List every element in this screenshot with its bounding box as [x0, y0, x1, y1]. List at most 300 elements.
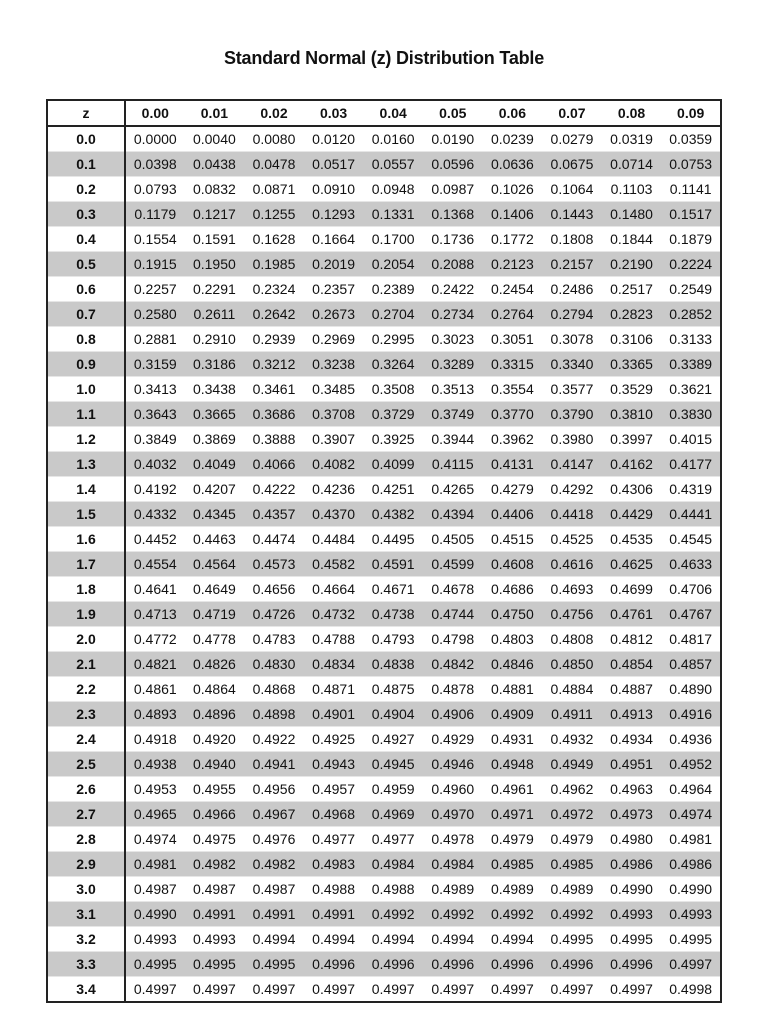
probability-cell: 0.4997 — [125, 977, 185, 1003]
column-header: 0.05 — [423, 100, 483, 126]
z-value-cell: 0.0 — [47, 126, 125, 152]
probability-cell: 0.3997 — [602, 427, 662, 452]
probability-cell: 0.4834 — [304, 652, 364, 677]
probability-cell: 0.2088 — [423, 252, 483, 277]
probability-cell: 0.4904 — [363, 702, 423, 727]
probability-cell: 0.4956 — [244, 777, 304, 802]
z-value-cell: 2.9 — [47, 852, 125, 877]
probability-cell: 0.4803 — [483, 627, 543, 652]
probability-cell: 0.2734 — [423, 302, 483, 327]
probability-cell: 0.4864 — [185, 677, 245, 702]
probability-cell: 0.3413 — [125, 377, 185, 402]
probability-cell: 0.4957 — [304, 777, 364, 802]
probability-cell: 0.2995 — [363, 327, 423, 352]
probability-cell: 0.4846 — [483, 652, 543, 677]
probability-cell: 0.0793 — [125, 177, 185, 202]
probability-cell: 0.4826 — [185, 652, 245, 677]
probability-cell: 0.2881 — [125, 327, 185, 352]
probability-cell: 0.4989 — [542, 877, 602, 902]
probability-cell: 0.4991 — [185, 902, 245, 927]
probability-cell: 0.3980 — [542, 427, 602, 452]
table-row — [47, 252, 721, 277]
probability-cell: 0.3051 — [483, 327, 543, 352]
probability-cell: 0.1664 — [304, 227, 364, 252]
probability-cell: 0.4994 — [363, 927, 423, 952]
probability-cell: 0.4940 — [185, 752, 245, 777]
probability-cell: 0.3621 — [661, 377, 721, 402]
probability-cell: 0.4961 — [483, 777, 543, 802]
table-row — [47, 452, 721, 477]
probability-cell: 0.4974 — [661, 802, 721, 827]
probability-cell: 0.4868 — [244, 677, 304, 702]
probability-cell: 0.4871 — [304, 677, 364, 702]
probability-cell: 0.4963 — [602, 777, 662, 802]
z-value-cell: 2.6 — [47, 777, 125, 802]
z-value-cell: 1.0 — [47, 377, 125, 402]
column-header: 0.00 — [125, 100, 185, 126]
probability-cell: 0.4977 — [363, 827, 423, 852]
probability-cell: 0.4131 — [483, 452, 543, 477]
probability-cell: 0.3529 — [602, 377, 662, 402]
z-value-cell: 0.6 — [47, 277, 125, 302]
probability-cell: 0.4382 — [363, 502, 423, 527]
probability-cell: 0.4966 — [185, 802, 245, 827]
probability-cell: 0.3438 — [185, 377, 245, 402]
probability-cell: 0.3888 — [244, 427, 304, 452]
probability-cell: 0.4960 — [423, 777, 483, 802]
probability-cell: 0.4985 — [483, 852, 543, 877]
probability-cell: 0.2257 — [125, 277, 185, 302]
probability-cell: 0.3106 — [602, 327, 662, 352]
probability-cell: 0.4177 — [661, 452, 721, 477]
z-value-cell: 0.4 — [47, 227, 125, 252]
probability-cell: 0.1554 — [125, 227, 185, 252]
probability-cell: 0.2357 — [304, 277, 364, 302]
probability-cell: 0.2642 — [244, 302, 304, 327]
probability-cell: 0.3749 — [423, 402, 483, 427]
probability-cell: 0.3023 — [423, 327, 483, 352]
z-value-cell: 1.4 — [47, 477, 125, 502]
probability-cell: 0.3665 — [185, 402, 245, 427]
table-row — [47, 477, 721, 502]
probability-cell: 0.4994 — [483, 927, 543, 952]
probability-cell: 0.3159 — [125, 352, 185, 377]
probability-cell: 0.4591 — [363, 552, 423, 577]
probability-cell: 0.2157 — [542, 252, 602, 277]
probability-cell: 0.2673 — [304, 302, 364, 327]
probability-cell: 0.4515 — [483, 527, 543, 552]
probability-cell: 0.4932 — [542, 727, 602, 752]
probability-cell: 0.4032 — [125, 452, 185, 477]
probability-cell: 0.4265 — [423, 477, 483, 502]
probability-cell: 0.2580 — [125, 302, 185, 327]
probability-cell: 0.4984 — [363, 852, 423, 877]
column-header: 0.09 — [661, 100, 721, 126]
table-row — [47, 302, 721, 327]
probability-cell: 0.3365 — [602, 352, 662, 377]
probability-cell: 0.3238 — [304, 352, 364, 377]
probability-cell: 0.4896 — [185, 702, 245, 727]
probability-cell: 0.4783 — [244, 627, 304, 652]
table-row — [47, 577, 721, 602]
probability-cell: 0.4778 — [185, 627, 245, 652]
probability-cell: 0.4969 — [363, 802, 423, 827]
probability-cell: 0.4821 — [125, 652, 185, 677]
probability-cell: 0.4994 — [244, 927, 304, 952]
table-row — [47, 627, 721, 652]
probability-cell: 0.2704 — [363, 302, 423, 327]
probability-cell: 0.2517 — [602, 277, 662, 302]
column-header: 0.07 — [542, 100, 602, 126]
probability-cell: 0.4997 — [483, 977, 543, 1003]
probability-cell: 0.4974 — [125, 827, 185, 852]
table-row — [47, 527, 721, 552]
probability-cell: 0.4991 — [244, 902, 304, 927]
probability-cell: 0.0910 — [304, 177, 364, 202]
probability-cell: 0.4830 — [244, 652, 304, 677]
probability-cell: 0.4082 — [304, 452, 364, 477]
probability-cell: 0.4955 — [185, 777, 245, 802]
z-value-cell: 1.7 — [47, 552, 125, 577]
probability-cell: 0.4854 — [602, 652, 662, 677]
z-value-cell: 1.6 — [47, 527, 125, 552]
z-value-cell: 3.3 — [47, 952, 125, 977]
probability-cell: 0.2422 — [423, 277, 483, 302]
z-value-cell: 1.8 — [47, 577, 125, 602]
table-row — [47, 827, 721, 852]
probability-cell: 0.4370 — [304, 502, 364, 527]
probability-cell: 0.0080 — [244, 126, 304, 152]
probability-cell: 0.3869 — [185, 427, 245, 452]
probability-cell: 0.4474 — [244, 527, 304, 552]
probability-cell: 0.4732 — [304, 602, 364, 627]
table-row — [47, 352, 721, 377]
probability-cell: 0.4525 — [542, 527, 602, 552]
probability-cell: 0.4793 — [363, 627, 423, 652]
probability-cell: 0.1406 — [483, 202, 543, 227]
probability-cell: 0.4997 — [661, 952, 721, 977]
probability-cell: 0.1179 — [125, 202, 185, 227]
probability-cell: 0.4997 — [602, 977, 662, 1003]
header-row — [47, 100, 721, 126]
probability-cell: 0.4995 — [125, 952, 185, 977]
probability-cell: 0.4842 — [423, 652, 483, 677]
table-row — [47, 402, 721, 427]
probability-cell: 0.3729 — [363, 402, 423, 427]
probability-cell: 0.1217 — [185, 202, 245, 227]
probability-cell: 0.0832 — [185, 177, 245, 202]
probability-cell: 0.1950 — [185, 252, 245, 277]
probability-cell: 0.3770 — [483, 402, 543, 427]
table-row — [47, 177, 721, 202]
probability-cell: 0.3340 — [542, 352, 602, 377]
probability-cell: 0.1368 — [423, 202, 483, 227]
z-value-cell: 1.2 — [47, 427, 125, 452]
z-value-cell: 2.8 — [47, 827, 125, 852]
probability-cell: 0.4986 — [661, 852, 721, 877]
probability-cell: 0.4959 — [363, 777, 423, 802]
probability-cell: 0.2764 — [483, 302, 543, 327]
probability-cell: 0.4965 — [125, 802, 185, 827]
probability-cell: 0.4115 — [423, 452, 483, 477]
probability-cell: 0.4997 — [363, 977, 423, 1003]
probability-cell: 0.2910 — [185, 327, 245, 352]
z-value-cell: 1.5 — [47, 502, 125, 527]
probability-cell: 0.4788 — [304, 627, 364, 652]
probability-cell: 0.4909 — [483, 702, 543, 727]
probability-cell: 0.0190 — [423, 126, 483, 152]
probability-cell: 0.4952 — [661, 752, 721, 777]
probability-cell: 0.4686 — [483, 577, 543, 602]
z-value-cell: 0.1 — [47, 152, 125, 177]
column-header: 0.01 — [185, 100, 245, 126]
probability-cell: 0.4649 — [185, 577, 245, 602]
probability-cell: 0.1293 — [304, 202, 364, 227]
z-value-cell: 1.3 — [47, 452, 125, 477]
probability-cell: 0.3686 — [244, 402, 304, 427]
probability-cell: 0.0319 — [602, 126, 662, 152]
table-row — [47, 427, 721, 452]
probability-cell: 0.4941 — [244, 752, 304, 777]
probability-cell: 0.3830 — [661, 402, 721, 427]
probability-cell: 0.4993 — [185, 927, 245, 952]
probability-cell: 0.2291 — [185, 277, 245, 302]
z-value-cell: 0.9 — [47, 352, 125, 377]
probability-cell: 0.4995 — [602, 927, 662, 952]
probability-cell: 0.2486 — [542, 277, 602, 302]
probability-cell: 0.4406 — [483, 502, 543, 527]
probability-cell: 0.4978 — [423, 827, 483, 852]
probability-cell: 0.1736 — [423, 227, 483, 252]
probability-cell: 0.4798 — [423, 627, 483, 652]
probability-cell: 0.4920 — [185, 727, 245, 752]
column-header: 0.02 — [244, 100, 304, 126]
probability-cell: 0.3389 — [661, 352, 721, 377]
probability-cell: 0.3078 — [542, 327, 602, 352]
probability-cell: 0.4319 — [661, 477, 721, 502]
table-row — [47, 877, 721, 902]
table-row — [47, 727, 721, 752]
probability-cell: 0.0160 — [363, 126, 423, 152]
probability-cell: 0.4973 — [602, 802, 662, 827]
probability-cell: 0.4968 — [304, 802, 364, 827]
probability-cell: 0.1103 — [602, 177, 662, 202]
probability-cell: 0.4207 — [185, 477, 245, 502]
probability-cell: 0.4761 — [602, 602, 662, 627]
probability-cell: 0.4925 — [304, 727, 364, 752]
probability-cell: 0.4931 — [483, 727, 543, 752]
probability-cell: 0.0557 — [363, 152, 423, 177]
probability-cell: 0.2969 — [304, 327, 364, 352]
probability-cell: 0.1480 — [602, 202, 662, 227]
probability-cell: 0.4916 — [661, 702, 721, 727]
probability-cell: 0.4987 — [125, 877, 185, 902]
probability-cell: 0.1879 — [661, 227, 721, 252]
probability-cell: 0.0714 — [602, 152, 662, 177]
probability-cell: 0.4564 — [185, 552, 245, 577]
z-value-cell: 0.2 — [47, 177, 125, 202]
probability-cell: 0.4987 — [185, 877, 245, 902]
probability-cell: 0.4934 — [602, 727, 662, 752]
probability-cell: 0.4664 — [304, 577, 364, 602]
probability-cell: 0.4988 — [304, 877, 364, 902]
probability-cell: 0.2190 — [602, 252, 662, 277]
probability-cell: 0.4306 — [602, 477, 662, 502]
probability-cell: 0.4986 — [602, 852, 662, 877]
probability-cell: 0.4994 — [304, 927, 364, 952]
probability-cell: 0.4535 — [602, 527, 662, 552]
probability-cell: 0.4970 — [423, 802, 483, 827]
probability-cell: 0.2823 — [602, 302, 662, 327]
probability-cell: 0.4964 — [661, 777, 721, 802]
probability-cell: 0.4222 — [244, 477, 304, 502]
probability-cell: 0.0239 — [483, 126, 543, 152]
probability-cell: 0.4996 — [304, 952, 364, 977]
probability-cell: 0.3907 — [304, 427, 364, 452]
column-header-z: z — [47, 100, 125, 126]
probability-cell: 0.4744 — [423, 602, 483, 627]
probability-cell: 0.4505 — [423, 527, 483, 552]
probability-cell: 0.4922 — [244, 727, 304, 752]
probability-cell: 0.1915 — [125, 252, 185, 277]
probability-cell: 0.3962 — [483, 427, 543, 452]
probability-cell: 0.4972 — [542, 802, 602, 827]
probability-cell: 0.2324 — [244, 277, 304, 302]
probability-cell: 0.4625 — [602, 552, 662, 577]
probability-cell: 0.4726 — [244, 602, 304, 627]
probability-cell: 0.4251 — [363, 477, 423, 502]
probability-cell: 0.4812 — [602, 627, 662, 652]
probability-cell: 0.4838 — [363, 652, 423, 677]
probability-cell: 0.4817 — [661, 627, 721, 652]
probability-cell: 0.1772 — [483, 227, 543, 252]
probability-cell: 0.4980 — [602, 827, 662, 852]
probability-cell: 0.4993 — [602, 902, 662, 927]
probability-cell: 0.4996 — [423, 952, 483, 977]
table-row — [47, 227, 721, 252]
probability-cell: 0.4706 — [661, 577, 721, 602]
probability-cell: 0.4948 — [483, 752, 543, 777]
probability-cell: 0.4463 — [185, 527, 245, 552]
probability-cell: 0.3289 — [423, 352, 483, 377]
probability-cell: 0.4997 — [244, 977, 304, 1003]
probability-cell: 0.4719 — [185, 602, 245, 627]
probability-cell: 0.2794 — [542, 302, 602, 327]
probability-cell: 0.4979 — [483, 827, 543, 852]
probability-cell: 0.4236 — [304, 477, 364, 502]
z-value-cell: 2.1 — [47, 652, 125, 677]
probability-cell: 0.2611 — [185, 302, 245, 327]
probability-cell: 0.4992 — [363, 902, 423, 927]
probability-cell: 0.4656 — [244, 577, 304, 602]
probability-cell: 0.4608 — [483, 552, 543, 577]
probability-cell: 0.4927 — [363, 727, 423, 752]
probability-cell: 0.4992 — [423, 902, 483, 927]
probability-cell: 0.4984 — [423, 852, 483, 877]
probability-cell: 0.4993 — [661, 902, 721, 927]
probability-cell: 0.2852 — [661, 302, 721, 327]
column-header: 0.06 — [483, 100, 543, 126]
table-row — [47, 277, 721, 302]
probability-cell: 0.3790 — [542, 402, 602, 427]
probability-cell: 0.4573 — [244, 552, 304, 577]
probability-cell: 0.4998 — [661, 977, 721, 1003]
probability-cell: 0.1591 — [185, 227, 245, 252]
probability-cell: 0.4911 — [542, 702, 602, 727]
probability-cell: 0.1844 — [602, 227, 662, 252]
z-value-cell: 0.8 — [47, 327, 125, 352]
probability-cell: 0.4997 — [185, 977, 245, 1003]
probability-cell: 0.4996 — [483, 952, 543, 977]
probability-cell: 0.4066 — [244, 452, 304, 477]
table-row — [47, 977, 721, 1003]
z-value-cell: 0.3 — [47, 202, 125, 227]
probability-cell: 0.4953 — [125, 777, 185, 802]
probability-cell: 0.3944 — [423, 427, 483, 452]
probability-cell: 0.3508 — [363, 377, 423, 402]
probability-cell: 0.4988 — [363, 877, 423, 902]
z-value-cell: 0.5 — [47, 252, 125, 277]
probability-cell: 0.2454 — [483, 277, 543, 302]
probability-cell: 0.4582 — [304, 552, 364, 577]
column-header: 0.03 — [304, 100, 364, 126]
table-row — [47, 126, 721, 152]
probability-cell: 0.0359 — [661, 126, 721, 152]
probability-cell: 0.3810 — [602, 402, 662, 427]
probability-cell: 0.4429 — [602, 502, 662, 527]
probability-cell: 0.4982 — [185, 852, 245, 877]
probability-cell: 0.0753 — [661, 152, 721, 177]
probability-cell: 0.3315 — [483, 352, 543, 377]
z-value-cell: 2.0 — [47, 627, 125, 652]
probability-cell: 0.1443 — [542, 202, 602, 227]
probability-cell: 0.4996 — [363, 952, 423, 977]
z-value-cell: 1.9 — [47, 602, 125, 627]
probability-cell: 0.4633 — [661, 552, 721, 577]
probability-cell: 0.1517 — [661, 202, 721, 227]
probability-cell: 0.4995 — [185, 952, 245, 977]
probability-cell: 0.4147 — [542, 452, 602, 477]
probability-cell: 0.4981 — [125, 852, 185, 877]
probability-cell: 0.4898 — [244, 702, 304, 727]
probability-cell: 0.4192 — [125, 477, 185, 502]
probability-cell: 0.4901 — [304, 702, 364, 727]
probability-cell: 0.2389 — [363, 277, 423, 302]
probability-cell: 0.4992 — [483, 902, 543, 927]
probability-cell: 0.4994 — [423, 927, 483, 952]
probability-cell: 0.3554 — [483, 377, 543, 402]
probability-cell: 0.1331 — [363, 202, 423, 227]
probability-cell: 0.4671 — [363, 577, 423, 602]
probability-cell: 0.4495 — [363, 527, 423, 552]
probability-cell: 0.4332 — [125, 502, 185, 527]
probability-cell: 0.4981 — [661, 827, 721, 852]
probability-cell: 0.0948 — [363, 177, 423, 202]
probability-cell: 0.4750 — [483, 602, 543, 627]
probability-cell: 0.4929 — [423, 727, 483, 752]
table-row — [47, 702, 721, 727]
probability-cell: 0.0871 — [244, 177, 304, 202]
probability-cell: 0.4357 — [244, 502, 304, 527]
z-value-cell: 1.1 — [47, 402, 125, 427]
table-row — [47, 502, 721, 527]
z-value-cell: 2.2 — [47, 677, 125, 702]
page-title: Standard Normal (z) Distribution Table — [223, 48, 545, 68]
probability-cell: 0.3264 — [363, 352, 423, 377]
probability-cell: 0.2939 — [244, 327, 304, 352]
probability-cell: 0.4162 — [602, 452, 662, 477]
probability-cell: 0.0987 — [423, 177, 483, 202]
